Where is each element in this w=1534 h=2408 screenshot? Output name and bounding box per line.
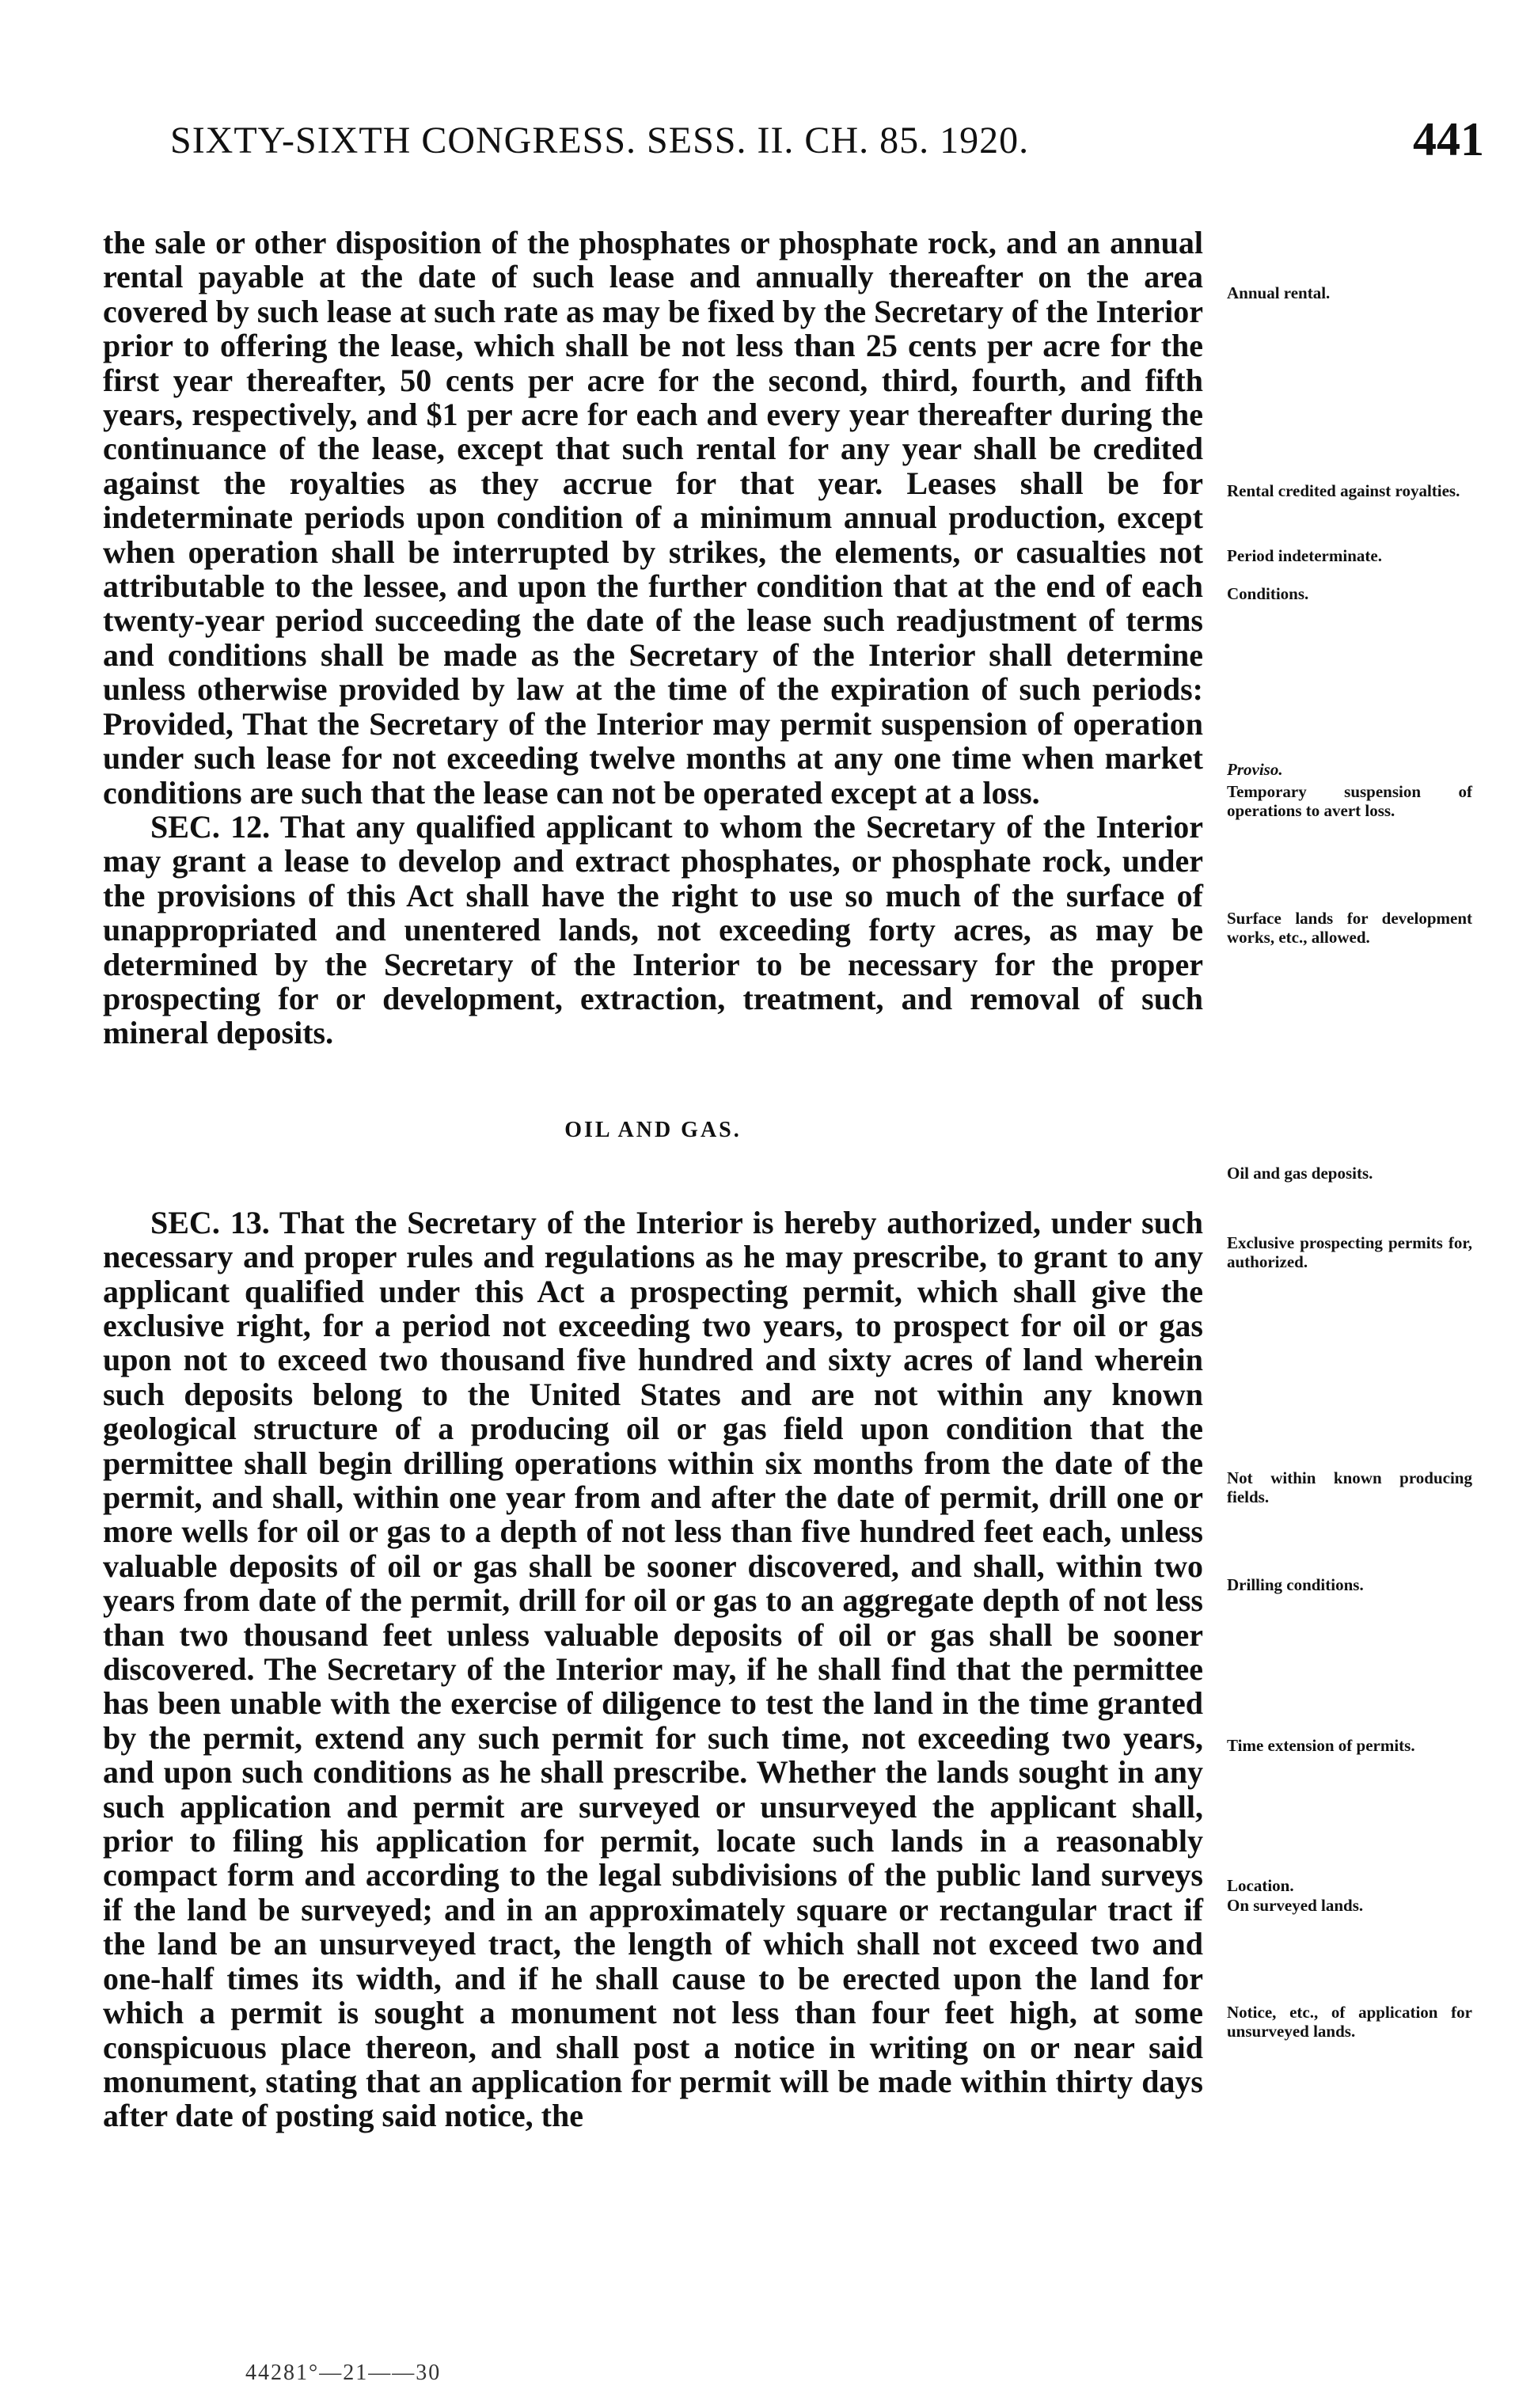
margin-note-time-extension: Time extension of permits. [1227, 1736, 1415, 1755]
printer-mark: 44281°—21——30 [245, 2361, 442, 2385]
paragraph-section-13: SEC. 13. That the Secretary of the Interior is hereby authorized, under such necessary and proper rules and regulations as he may prescribe, to grant to any applicant qualified under this Act a prospecting permit, which shall give the exclusive right, for a period not exceeding two years, to prospect for oil or gas upon not to exceed two thousand five hundred and sixty acres of land wherein such deposits belong to the United States and are not within any known geological structure of a producing oil or gas field upon condition that the permittee shall begin drilling operations within six months from the date of the permit, and shall, within one year from and after the date of permit, drill one or more wells for oil or gas to a depth of not less than five hundred feet each, unless valuable deposits of oil or gas shall be sooner discovered, and shall, within two years from date of the permit, drill for oil or gas to an aggregate depth of not less than two thousand feet unless valuable deposits of oil or gas shall be sooner discovered. The Secretary of the Interior may, if he shall find that the permittee has been unable with the exercise of diligence to test the land in the time granted by the permit, extend any such permit for such time, not exceeding two years, and upon such conditions as he shall prescribe. Whether the lands sought in any such application and permit are surveyed or unsurveyed the applicant shall, prior to filing his application for permit, locate such lands in a reasonably compact form and according to the legal subdivisions of the public land surveys if the land be surveyed; and in an approximately square or rectangular tract if the land be an unsurveyed tract, the length of which shall not exceed two and one-half times its width, and if he shall cause to be erected upon the land for which a permit is sought a monument not less than four feet high, at some conspicuous place thereon, and shall post a notice in writing on or near said monument, stating that an application for permit will be made within thirty days after date of posting said notice, the [103, 1204, 1203, 2134]
margin-note-proviso: Proviso. [1227, 760, 1283, 779]
paragraph-section-12: SEC. 12. That any qualified applicant to whom the Secretary of the Interior may grant a lease to develop and extract phosphates, or phosphate rock, under the provisions of this Act shall have the right to use so much of the surface of unappropriated and unentered lands, not exceeding forty acres, as may be determined by the Secretary of the Interior to be necessary for the proper prospecting for or development, extraction, treatment, and removal of such mineral deposits. [103, 808, 1203, 1051]
margin-note-temporary-suspension: Temporary suspension of operations to avert loss. [1227, 782, 1472, 820]
margin-note-exclusive-permits: Exclusive prospecting permits for, authorized. [1227, 1233, 1472, 1271]
margin-note-annual-rental: Annual rental. [1227, 283, 1331, 302]
margin-note-drilling-conditions: Drilling conditions. [1227, 1575, 1364, 1594]
header-title: SIXTY-SIXTH CONGRESS. SESS. II. CH. 85. 1920. [170, 120, 1030, 161]
margin-note-surface-lands: Surface lands for development works, etc., allowed. [1227, 909, 1472, 947]
margin-note-location: Location. [1227, 1876, 1294, 1895]
margin-note-period-indeterminate: Period indeterminate. [1227, 546, 1382, 565]
margin-note-oil-gas-deposits: Oil and gas deposits. [1227, 1164, 1373, 1183]
page-number: 441 [1413, 113, 1484, 165]
section-heading-oil-and-gas: OIL AND GAS. [564, 1117, 742, 1142]
running-header [170, 113, 1484, 174]
paragraph-phosphate-lease: the sale or other disposition of the phosphates or phosphate rock, and an annual rental payable at the date of such lease and annually thereafter on the area covered by such lease at such rate as may be fixed by the Secretary of the Interior prior to offering the lease, which shall be not less than 25 cents per acre for the first year thereafter, 50 cents per acre for the second, third, fourth, and fifth years, respectively, and $1 per acre for each and every year thereafter during the continuance of the lease, except that such rental for any year shall be credited against the royalties as they accrue for that year. Leases shall be for indeterminate periods upon condition of a minimum annual production, except when operation shall be interrupted by strikes, the elements, or casualties not attributable to the lessee, and upon the further condition that at the end of each twenty-year period succeeding the date of the lease such readjustment of terms and conditions shall be made as the Secretary of the Interior shall determine unless otherwise provided by law at the time of the expiration of such periods: Provided, That the Secretary of the Interior may permit suspension of operation under such lease for not exceeding twelve months at any one time when market conditions are such that the lease can not be operated except at a loss. [103, 225, 1203, 811]
margin-note-not-within-known: Not within known producing fields. [1227, 1468, 1472, 1506]
margin-note-on-surveyed: On surveyed lands. [1227, 1896, 1364, 1915]
margin-note-rental-credited: Rental credited against royalties. [1227, 481, 1460, 500]
main-text [103, 226, 1203, 2133]
margin-note-conditions: Conditions. [1227, 584, 1309, 603]
margin-note-notice: Notice, etc., of application for unsurveyed lands. [1227, 2003, 1472, 2041]
